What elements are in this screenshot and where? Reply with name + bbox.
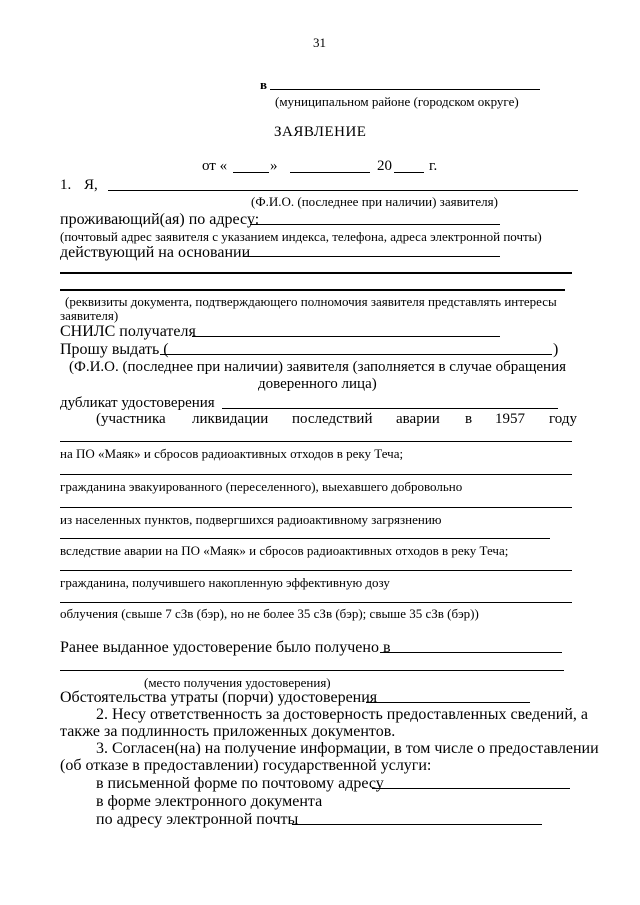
category-text-2: гражданина эвакуированного (переселенного), выехавшего добровольно [60,479,463,494]
earlier-issued-field-line-2[interactable] [60,670,564,671]
category-text-1: на ПО «Маяк» и сбросов радиоактивных отходов в реку Теча; [60,446,404,461]
participant-word-5: в [465,411,473,427]
fio-caption: (Ф.И.О. (последнее при наличии) заявителя) [251,194,498,209]
item2-line-2: также за подлинность приложенных документов. [60,723,396,740]
option-email-field-line[interactable] [292,824,542,825]
date-day-field[interactable] [233,172,269,173]
category-text-4: вследствие аварии на ПО «Маяк» и сбросов радиоактивных отходов в реку Теча; [60,543,509,558]
municipality-caption: (муниципальном районе (городском округе) [275,94,519,109]
request-label: Прошу выдать ( [60,341,169,358]
option-electronic-label: в форме электронного документа [96,793,323,810]
participant-word-6: 1957 [495,411,525,427]
date-from-label: от « [202,158,228,174]
circumstances-label: Обстоятельства утраты (порчи) удостоверения [60,689,378,706]
date-year-prefix: 20 [377,158,392,174]
category-text-5: гражданина, получившего накопленную эффективную дозу [60,575,390,590]
category-line-4[interactable] [60,538,550,539]
requisites-caption-1: (реквизиты документа, подтверждающего полномочия заявителя представлять интересы [65,294,557,309]
earlier-issued-field-line[interactable] [380,652,562,653]
request-caption-2: доверенного лица) [258,376,377,392]
basis-field-line-2[interactable] [60,272,572,274]
place-caption: (место получения удостоверения) [144,675,331,690]
participant-word-4: аварии [396,411,440,427]
duplicate-label: дубликат удостоверения [60,395,215,411]
date-quote-close: » [270,158,278,174]
request-fio-field-line[interactable] [160,354,552,355]
participant-word-7: году [549,411,577,427]
snils-field-line[interactable] [192,336,500,337]
category-line-6[interactable] [60,602,572,603]
option-post-field-line[interactable] [372,788,570,789]
header-prefix: в [260,77,268,92]
basis-field-line-3[interactable] [60,289,565,291]
date-year-suffix: г. [429,158,438,174]
category-line-3[interactable] [60,507,572,508]
snils-label: СНИЛС получателя [60,323,196,340]
item3-line-2: (об отказе в предоставлении) государственной услуги: [60,757,432,774]
participant-word-2: ликвидации [192,411,269,427]
item2-line-1: 2. Несу ответственность за достоверность предоставленных сведений, а [96,706,588,723]
category-line-2[interactable] [60,474,572,475]
address-field-line[interactable] [250,224,500,225]
fio-field-line[interactable] [108,190,578,191]
request-caption-1: (Ф.И.О. (последнее при наличии) заявителя (заполняется в случае обращения [69,359,567,375]
circumstances-field-line[interactable] [366,702,530,703]
duplicate-field-line[interactable] [222,408,558,409]
option-email-label: по адресу электронной почты [96,811,299,828]
earlier-issued-label: Ранее выданное удостоверение было получено в [60,639,391,656]
page-title: ЗАЯВЛЕНИЕ [274,124,367,140]
address-caption: (почтовый адрес заявителя с указанием индекса, телефона, адреса электронной почты) [60,229,542,244]
item3-line-1: 3. Согласен(на) на получение информации, в том числе о предоставлении [96,740,599,757]
date-month-field[interactable] [290,172,370,173]
basis-label: действующий на основании [60,244,251,261]
participant-word-3: последствий [292,411,373,427]
item1-ya: Я, [84,177,98,193]
requisites-caption-2: заявителя) [60,308,119,323]
basis-field-line[interactable] [244,256,500,257]
option-post-label: в письменной форме по почтовому адресу [96,775,384,792]
date-year-field[interactable] [394,172,424,173]
page-number: 31 [313,35,326,50]
municipality-field-line[interactable] [270,89,540,90]
category-text-6: облучения (свыше 7 сЗв (бэр), но не более 35 сЗв (бэр); свыше 35 сЗв (бэр)) [60,606,479,621]
item1-number: 1. [60,177,72,193]
address-label: проживающий(ая) по адресу: [60,211,260,228]
category-text-3: из населенных пунктов, подвергшихся радиоактивному загрязнению [60,512,442,527]
category-line-5[interactable] [60,570,572,571]
participant-word-1: (участника [96,411,166,427]
request-close-paren: ) [553,341,559,358]
category-line-1[interactable] [60,441,572,442]
